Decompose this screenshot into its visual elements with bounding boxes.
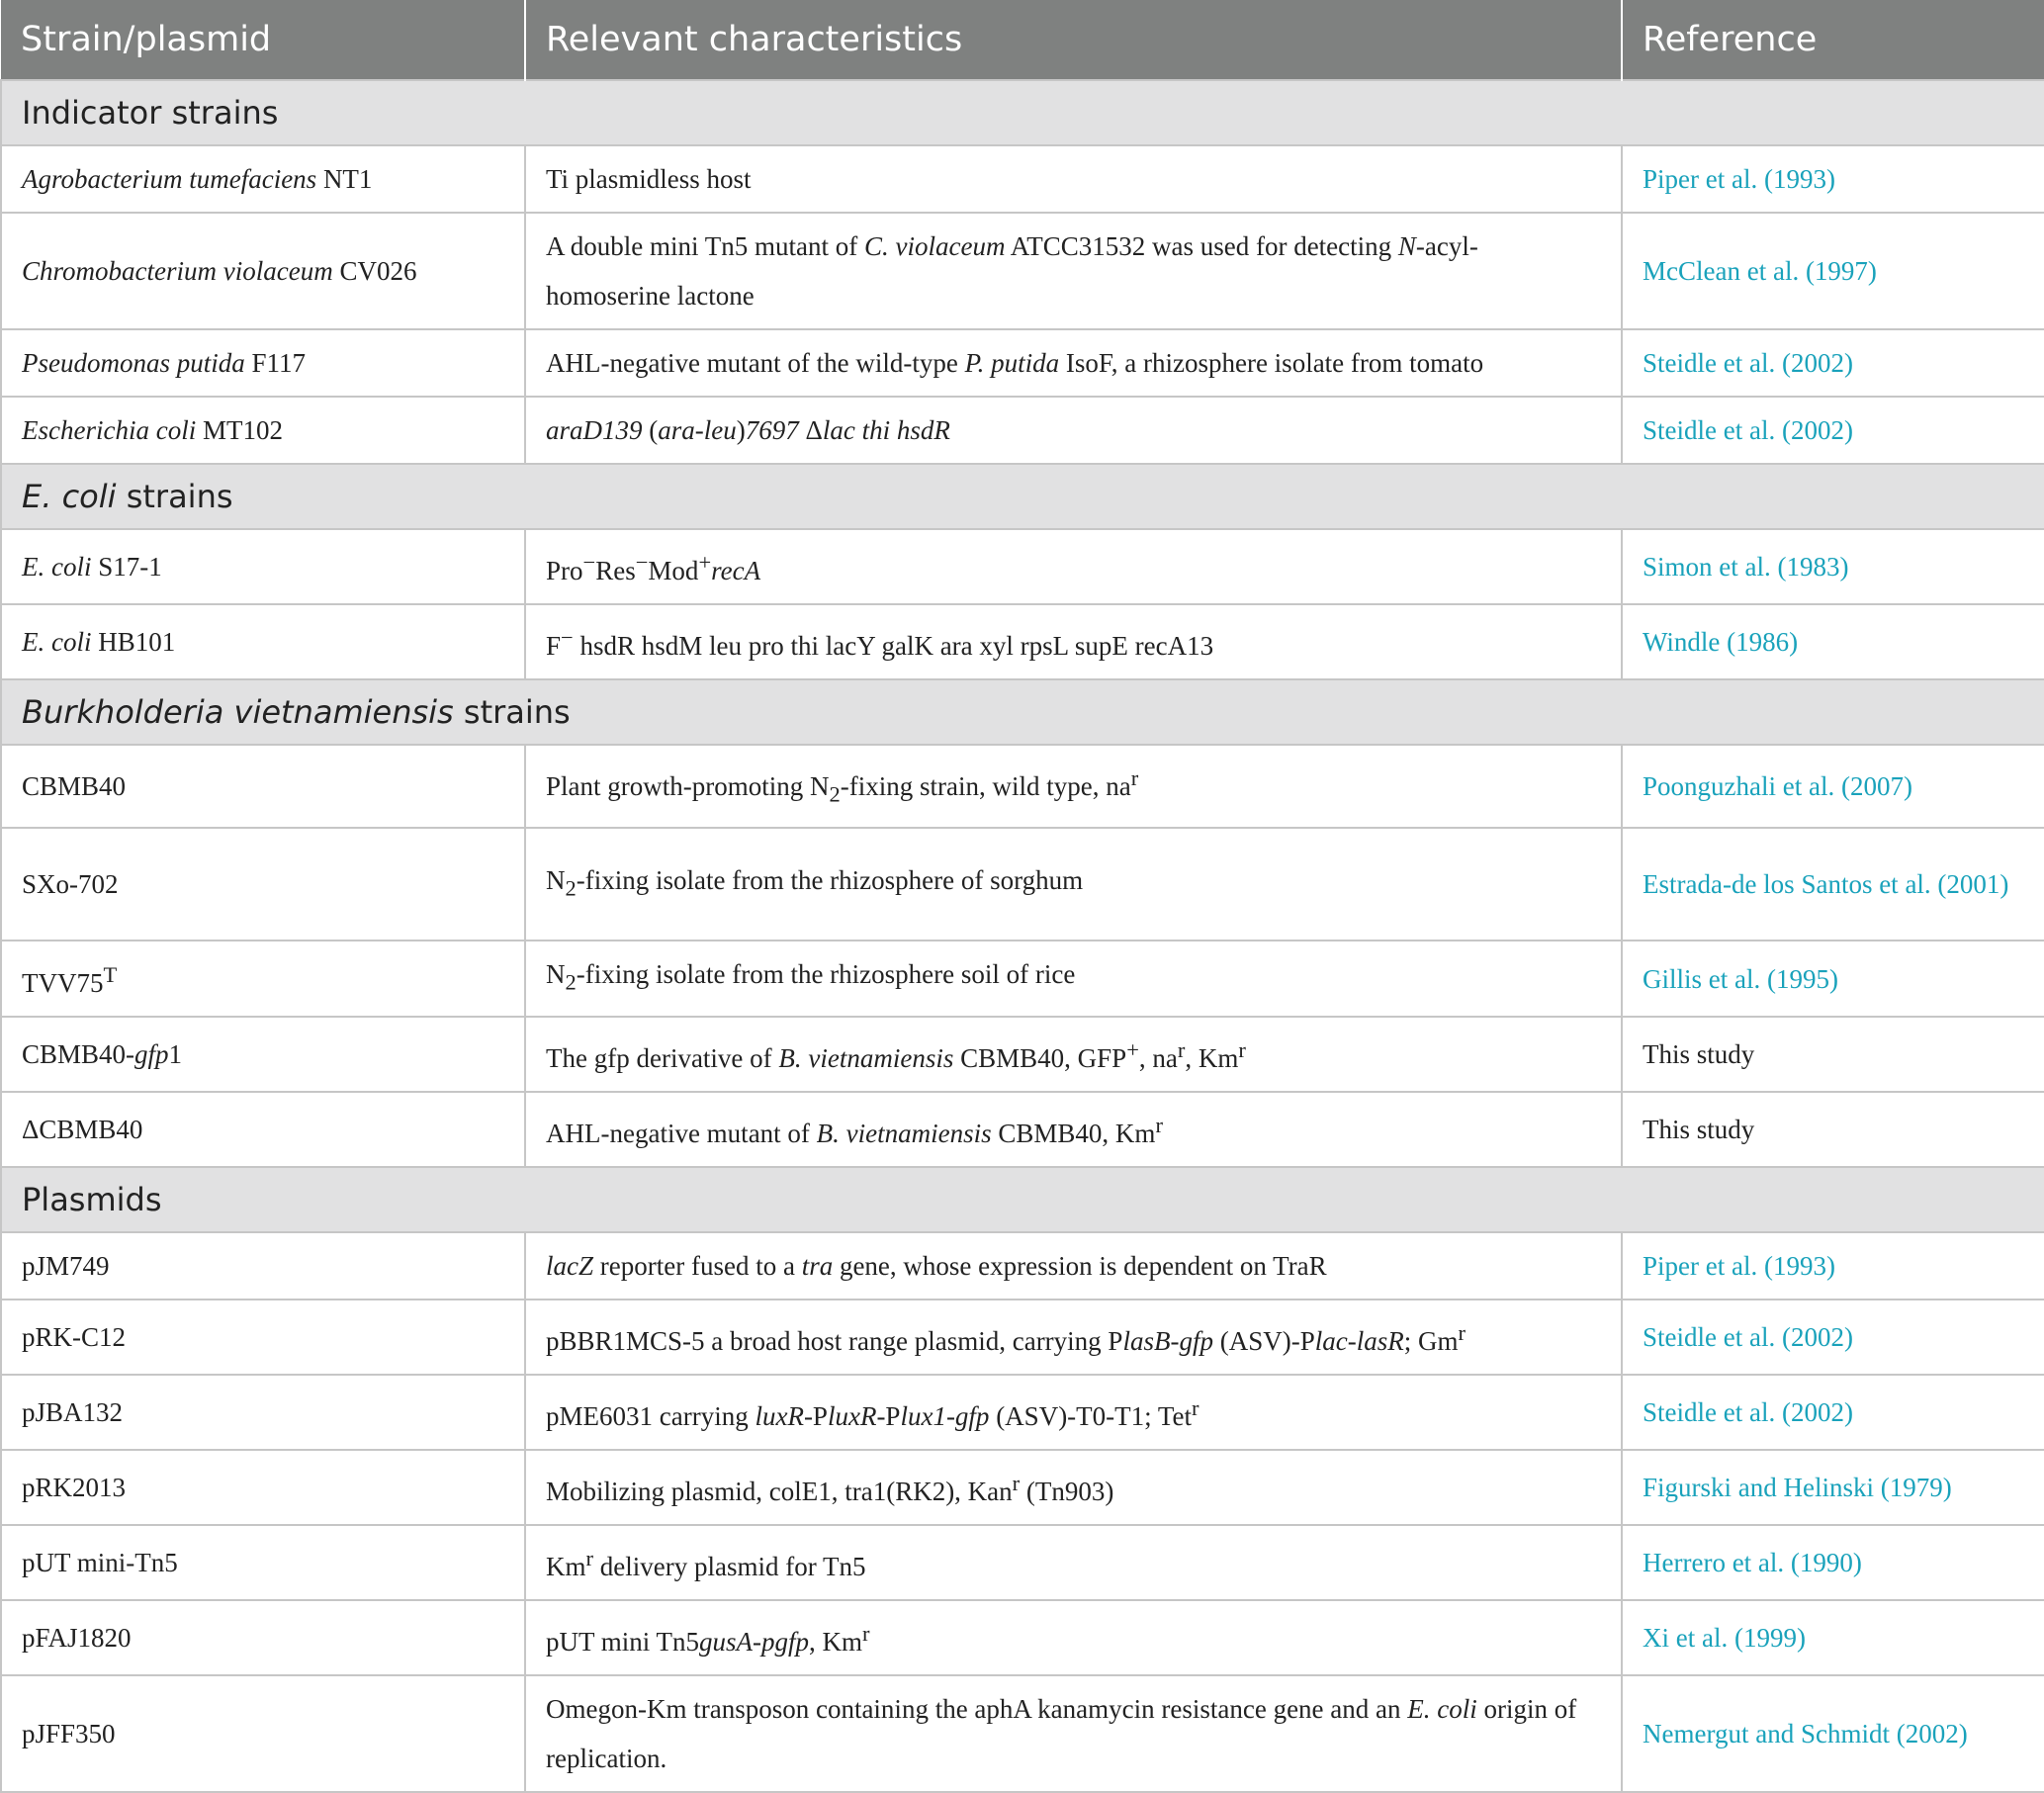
strain-cell: pRK-C12 bbox=[1, 1300, 525, 1375]
table-row bbox=[1, 1017, 2044, 1092]
reference-link[interactable]: Estrada-de los Santos et al. (2001) bbox=[1622, 828, 2044, 941]
strain-cell: ΔCBMB40 bbox=[1, 1092, 525, 1167]
strain-cell: SXo-702 bbox=[1, 828, 525, 941]
table-row bbox=[1, 604, 2044, 679]
characteristics-cell: Plant growth-promoting $N_2$-fixing strain, wild type, $na^r$ bbox=[525, 745, 1622, 828]
section-row bbox=[1, 464, 2044, 529]
characteristics-cell: $N_2$-fixing isolate from the rhizosphere of sorghum bbox=[525, 828, 1622, 941]
reference-link[interactable]: Steidle et al. (2002) bbox=[1622, 1375, 2044, 1450]
strain-cell: CBMB40-gfp1 bbox=[1, 1017, 525, 1092]
reference-link[interactable]: Piper et al. (1993) bbox=[1622, 1232, 2044, 1300]
characteristics-cell: F− hsdR hsdM leu pro thi lacY galK ara xyl rpsL supE recA13 bbox=[525, 604, 1622, 679]
strain-cell: pUT mini-Tn5 bbox=[1, 1525, 525, 1600]
characteristics-cell: The gfp derivative of B. vietnamiensis CBMB40, GFP+, $na^r$, Km$^r$ bbox=[525, 1017, 1622, 1092]
reference-cell: This study bbox=[1622, 1017, 2044, 1092]
characteristics-cell: AHL-negative mutant of the wild-type P. putida IsoF, a rhizosphere isolate from tomato bbox=[525, 329, 1622, 397]
characteristics-cell: A double mini Tn5 mutant of C. violaceum ATCC31532 was used for detecting N-acyl-homoserine lactone bbox=[525, 213, 1622, 329]
table-row bbox=[1, 1675, 2044, 1792]
reference-link[interactable]: Steidle et al. (2002) bbox=[1622, 1300, 2044, 1375]
section-row bbox=[1, 80, 2044, 145]
header-strain: Strain/plasmid bbox=[1, 0, 525, 80]
strain-cell: E. coli S17-1 bbox=[1, 529, 525, 604]
table-row bbox=[1, 1232, 2044, 1300]
reference-link[interactable]: Figurski and Helinski (1979) bbox=[1622, 1450, 2044, 1525]
strain-cell: CBMB40 bbox=[1, 745, 525, 828]
table-row bbox=[1, 1375, 2044, 1450]
reference-link[interactable]: Gillis et al. (1995) bbox=[1622, 941, 2044, 1016]
strain-cell: pJBA132 bbox=[1, 1375, 525, 1450]
reference-link[interactable]: Steidle et al. (2002) bbox=[1622, 397, 2044, 464]
reference-link[interactable]: Windle (1986) bbox=[1622, 604, 2044, 679]
table-row bbox=[1, 1450, 2044, 1525]
section-title: Indicator strains bbox=[1, 80, 2044, 145]
table-row bbox=[1, 329, 2044, 397]
characteristics-cell: lacZ reporter fused to a tra gene, whose expression is dependent on TraR bbox=[525, 1232, 1622, 1300]
strain-cell: pJFF350 bbox=[1, 1675, 525, 1792]
strain-cell: pRK2013 bbox=[1, 1450, 525, 1525]
characteristics-cell: araD139 (ara-leu)7697 Δlac thi hsdR bbox=[525, 397, 1622, 464]
reference-cell: This study bbox=[1622, 1092, 2044, 1167]
strain-cell: Pseudomonas putida F117 bbox=[1, 329, 525, 397]
strain-cell: E. coli HB101 bbox=[1, 604, 525, 679]
section-title: Burkholderia vietnamiensis strains bbox=[1, 679, 2044, 745]
section-row bbox=[1, 679, 2044, 745]
table-row bbox=[1, 1600, 2044, 1675]
strain-cell: pJM749 bbox=[1, 1232, 525, 1300]
characteristics-cell: pME6031 carrying luxR-PluxR-Plux1-gfp (ASV)-T0-T1; Tet$^r$ bbox=[525, 1375, 1622, 1450]
reference-link[interactable]: Poonguzhali et al. (2007) bbox=[1622, 745, 2044, 828]
strain-cell: pFAJ1820 bbox=[1, 1600, 525, 1675]
table-row bbox=[1, 1092, 2044, 1167]
characteristics-cell: pUT mini Tn5gusA-pgfp, Km$^r$ bbox=[525, 1600, 1622, 1675]
table-header bbox=[1, 0, 2044, 80]
strain-cell: $TVV75^T$ bbox=[1, 941, 525, 1016]
header-row bbox=[1, 0, 2044, 80]
characteristics-cell: Mobilizing plasmid, colE1, tra1(RK2), Kan$^r$ (Tn903) bbox=[525, 1450, 1622, 1525]
header-reference: Reference bbox=[1622, 0, 2044, 80]
table-row bbox=[1, 745, 2044, 828]
reference-link[interactable]: McClean et al. (1997) bbox=[1622, 213, 2044, 329]
reference-link[interactable]: Nemergut and Schmidt (2002) bbox=[1622, 1675, 2044, 1792]
section-title: Plasmids bbox=[1, 1167, 2044, 1232]
characteristics-cell: Omegon-Km transposon containing the aphA kanamycin resistance gene and an E. coli origin of replication. bbox=[525, 1675, 1622, 1792]
characteristics-cell: $N_2$-fixing isolate from the rhizosphere soil of rice bbox=[525, 941, 1622, 1016]
table-row bbox=[1, 828, 2044, 941]
reference-link[interactable]: Steidle et al. (2002) bbox=[1622, 329, 2044, 397]
reference-link[interactable]: Herrero et al. (1990) bbox=[1622, 1525, 2044, 1600]
strain-cell: Agrobacterium tumefaciens NT1 bbox=[1, 145, 525, 213]
table-row bbox=[1, 529, 2044, 604]
characteristics-cell: AHL-negative mutant of B. vietnamiensis CBMB40, Km$^r$ bbox=[525, 1092, 1622, 1167]
table-row bbox=[1, 1300, 2044, 1375]
table-row bbox=[1, 213, 2044, 329]
characteristics-cell: Pro−Res−Mod+recA bbox=[525, 529, 1622, 604]
table-row bbox=[1, 145, 2044, 213]
strain-cell: Chromobacterium violaceum CV026 bbox=[1, 213, 525, 329]
section-title: E. coli strains bbox=[1, 464, 2044, 529]
reference-link[interactable]: Xi et al. (1999) bbox=[1622, 1600, 2044, 1675]
section-row bbox=[1, 1167, 2044, 1232]
reference-link[interactable]: Simon et al. (1983) bbox=[1622, 529, 2044, 604]
table-body bbox=[1, 80, 2044, 1792]
strain-cell: Escherichia coli MT102 bbox=[1, 397, 525, 464]
table-row bbox=[1, 397, 2044, 464]
characteristics-cell: pBBR1MCS-5 a broad host range plasmid, carrying PlasB-gfp (ASV)-Plac-lasR; Gm$^r$ bbox=[525, 1300, 1622, 1375]
table-row bbox=[1, 941, 2044, 1016]
table-row bbox=[1, 1525, 2044, 1600]
characteristics-cell: Ti plasmidless host bbox=[525, 145, 1622, 213]
header-characteristics: Relevant characteristics bbox=[525, 0, 1622, 80]
characteristics-cell: Km$^r$ delivery plasmid for Tn5 bbox=[525, 1525, 1622, 1600]
reference-link[interactable]: Piper et al. (1993) bbox=[1622, 145, 2044, 213]
